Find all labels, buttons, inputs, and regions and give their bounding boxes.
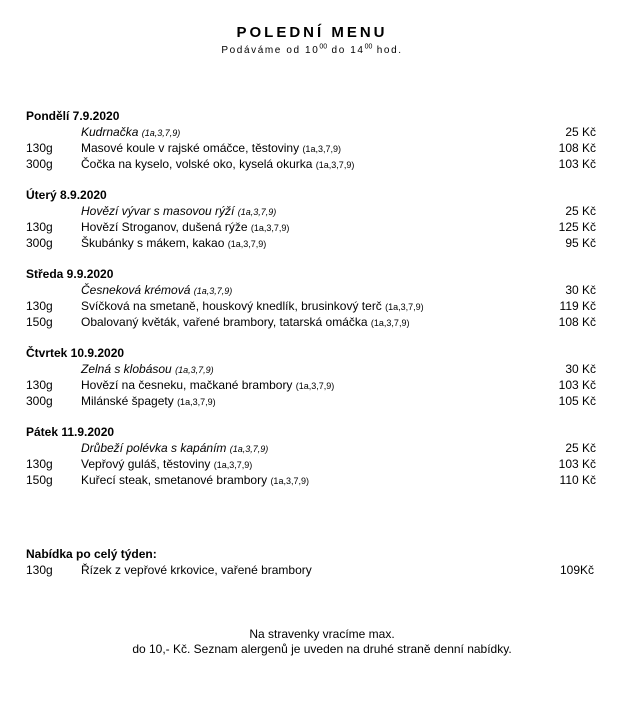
item-price: 108 Kč	[558, 141, 596, 155]
item-description	[81, 440, 268, 457]
menu-item	[26, 298, 606, 314]
item-weight: 130g	[26, 378, 53, 392]
item-price: 110 Kč	[559, 473, 596, 487]
item-price: 119 Kč	[559, 299, 596, 313]
item-name: Svíčková na smetaně, houskový knedlík, brusinkový terč	[81, 299, 382, 313]
item-description	[81, 203, 276, 220]
menu-item	[26, 219, 606, 235]
day-section	[26, 266, 606, 330]
item-name: Masové koule v rajské omáčce, těstoviny	[81, 141, 300, 155]
item-price: 25 Kč	[565, 204, 596, 218]
item-name: Vepřový guláš, těstoviny	[81, 457, 211, 471]
item-description	[81, 361, 214, 378]
soup-item	[26, 282, 606, 298]
item-price: 109Kč	[559, 563, 594, 577]
item-price: 95 Kč	[565, 236, 596, 250]
day-section	[26, 424, 606, 488]
serving-hours	[0, 45, 624, 56]
item-name: Milánské špagety	[81, 394, 174, 408]
weekly-offer-heading: Nabídka po celý týden:	[26, 547, 157, 561]
item-allergens: (1a,3,7,9)	[229, 444, 269, 454]
serving-hours-end: hod.	[372, 45, 403, 56]
serving-hours-start-minutes: 00	[319, 43, 328, 51]
item-description	[81, 472, 309, 489]
item-price: 103 Kč	[558, 157, 596, 171]
item-price: 105 Kč	[558, 394, 596, 408]
menu-item	[26, 314, 606, 330]
item-name: Kuřecí steak, smetanové brambory	[81, 473, 268, 487]
item-price: 25 Kč	[565, 125, 596, 139]
menu-item	[26, 156, 606, 172]
item-description	[81, 456, 252, 473]
item-allergens: (1a,3,7,9)	[227, 239, 267, 249]
item-allergens: (1a,3,7,9)	[141, 128, 181, 138]
day-section	[26, 345, 606, 409]
daily-menu	[26, 108, 606, 503]
item-name: Řízek z vepřové krkovice, vařené brambory	[81, 563, 312, 577]
menu-item	[26, 393, 606, 409]
item-weight: 150g	[26, 315, 53, 329]
serving-hours-mid: do 14	[327, 45, 365, 56]
item-price: 30 Kč	[565, 283, 596, 297]
item-weight: 150g	[26, 473, 53, 487]
item-price: 108 Kč	[558, 315, 596, 329]
day-heading: Úterý 8.9.2020	[26, 188, 107, 202]
day-heading: Pondělí 7.9.2020	[26, 109, 120, 123]
item-price: 103 Kč	[558, 457, 596, 471]
menu-item	[26, 235, 606, 251]
item-weight: 130g	[26, 220, 53, 234]
footer-line-2: do 10,- Kč. Seznam alergenů je uveden na druhé straně denní nabídky.	[132, 642, 512, 656]
item-allergens: (1a,3,7,9)	[315, 160, 355, 170]
item-name: Čočka na kyselo, volské oko, kyselá okurka	[81, 157, 313, 171]
day-heading: Pátek 11.9.2020	[26, 425, 115, 439]
item-name: Hovězí na česneku, mačkané brambory	[81, 378, 293, 392]
item-allergens: (1a,3,7,9)	[213, 460, 253, 470]
item-description	[81, 377, 334, 394]
item-weight: 130g	[26, 457, 53, 471]
serving-hours-start: Podáváme od 10	[221, 45, 320, 56]
item-description	[81, 314, 409, 331]
serving-hours-end-minutes: 00	[364, 43, 373, 51]
footer-line-1: Na stravenky vracíme max.	[249, 627, 395, 641]
menu-item	[26, 472, 606, 488]
item-allergens: (1a,3,7,9)	[177, 397, 216, 407]
item-allergens: (1a,3,7,9)	[385, 302, 424, 312]
item-allergens: (1a,3,7,9)	[250, 223, 290, 233]
item-name: Hovězí Stroganov, dušená rýže	[81, 220, 248, 234]
item-allergens: (1a,3,7,9)	[175, 365, 214, 375]
item-description	[81, 156, 354, 173]
item-price: 25 Kč	[565, 441, 596, 455]
menu-item	[26, 140, 606, 156]
item-description	[81, 282, 232, 299]
soup-item	[26, 203, 606, 219]
item-price: 30 Kč	[565, 362, 596, 376]
item-name: Kudrnačka	[81, 125, 139, 139]
item-description	[81, 298, 424, 315]
item-description	[81, 219, 289, 236]
item-price: 125 Kč	[558, 220, 596, 234]
soup-item	[26, 440, 606, 456]
item-description	[81, 393, 216, 410]
item-allergens: (1a,3,7,9)	[193, 286, 233, 296]
day-heading: Čtvrtek 10.9.2020	[26, 346, 125, 360]
weekly-offer-item	[26, 562, 606, 578]
day-heading: Středa 9.9.2020	[26, 267, 114, 281]
menu-item	[26, 377, 606, 393]
item-name: Drůbeží polévka s kapáním	[81, 441, 227, 455]
item-price: 103 Kč	[558, 378, 596, 392]
day-section	[26, 108, 606, 172]
soup-item	[26, 124, 606, 140]
item-name: Zelná s klobásou	[81, 362, 172, 376]
item-weight: 300g	[26, 157, 53, 171]
item-name: Hovězí vývar s masovou rýží	[81, 204, 235, 218]
item-description	[81, 235, 266, 252]
item-name: Obalovaný květák, vařené brambory, tatarská omáčka	[81, 315, 368, 329]
footer-note	[0, 627, 624, 657]
day-section	[26, 187, 606, 251]
item-weight: 300g	[26, 236, 53, 250]
menu-item	[26, 456, 606, 472]
item-weight: 130g	[26, 299, 53, 313]
item-name: Škubánky s mákem, kakao	[81, 236, 225, 250]
item-allergens: (1a,3,7,9)	[302, 144, 341, 154]
item-weight: 300g	[26, 394, 53, 408]
weekly-offer	[26, 546, 606, 578]
item-description	[81, 124, 180, 141]
item-weight: 130g	[26, 563, 53, 577]
page-title: POLEDNÍ MENU	[236, 24, 388, 41]
item-allergens: (1a,3,7,9)	[295, 381, 335, 391]
soup-item	[26, 361, 606, 377]
item-allergens: (1a,3,7,9)	[370, 318, 410, 328]
item-weight: 130g	[26, 141, 53, 155]
item-allergens: (1a,3,7,9)	[270, 476, 309, 486]
item-name: Česneková krémová	[81, 283, 191, 297]
item-allergens: (1a,3,7,9)	[237, 207, 277, 217]
item-description	[81, 140, 341, 157]
